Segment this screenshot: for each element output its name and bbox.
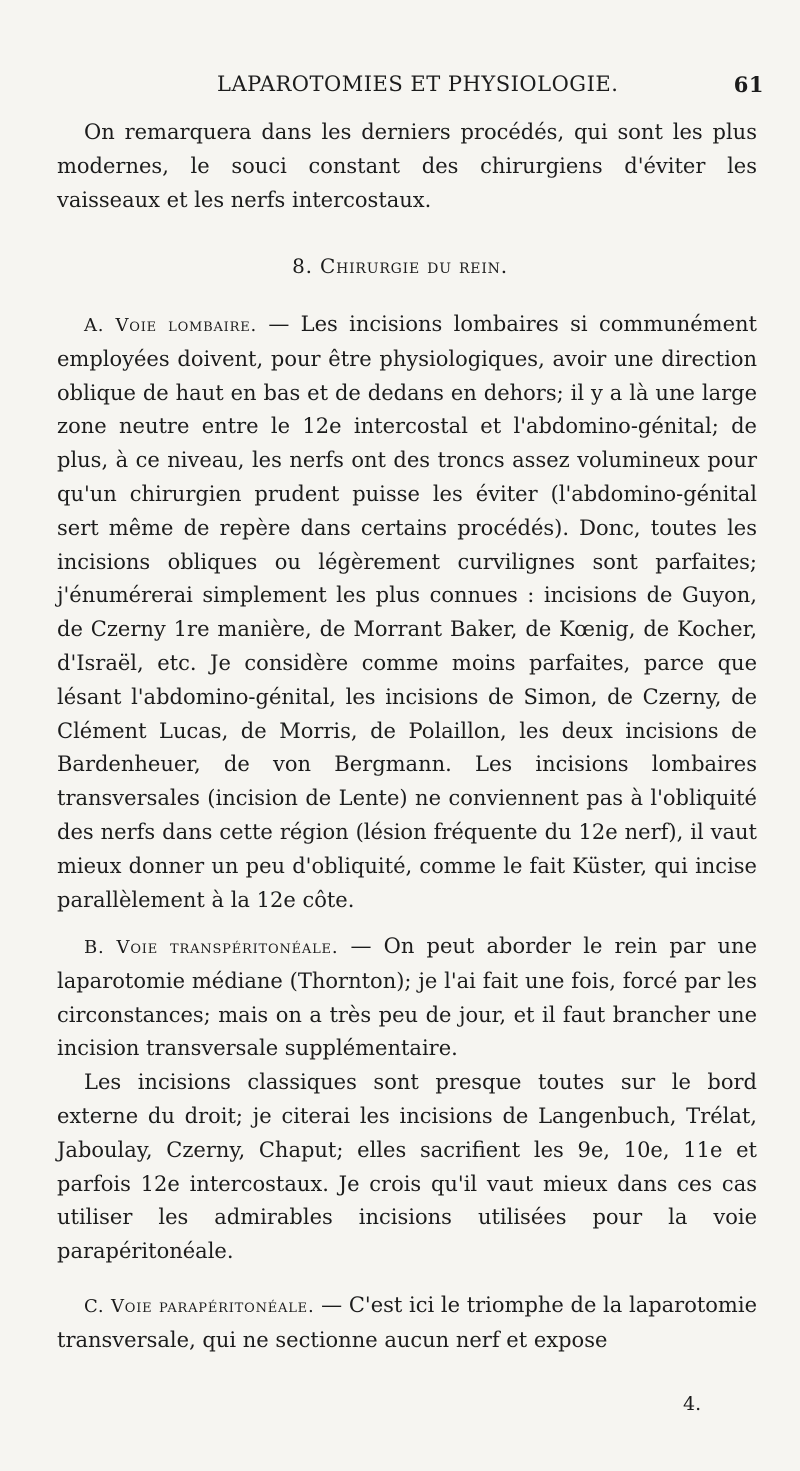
paragraph-b [57, 930, 757, 1269]
running-header [82, 72, 772, 104]
part-c-label: C. Voie parapéritonéale. [84, 1296, 315, 1317]
paragraph-a [57, 308, 757, 917]
signature-mark: 4. [683, 1393, 702, 1415]
part-a-text: — Les incisions lombaires si communément employées doivent, pour être physiologiques, avoir une direction oblique de haut en bas et de dedans en dehors; il y a là une large zone neutre entre le 12e intercostal et l'abdomino-génital; de plus, à ce niveau, les nerfs ont des troncs assez volumineux pour qu'un chirurgien prudent puisse les éviter (l'abdomino-génital sert même de repère dans certains procédés). Donc, toutes les incisions obliques ou légèrement curvilignes sont parfaites; j'énumérerai simplement les plus connues : incisions de Guyon, de Czerny 1re manière, de Morrant Baker, de Kœnig, de Kocher, d'Israël, etc. Je considère comme moins parfaites, parce que lésant l'abdomino-génital, les incisions de Simon, de Czerny, de Clément Lucas, de Morris, de Polaillon, les deux incisions de Bardenheuer, de von Bergmann. Les incisions lombaires transversales (incision de Lente) ne conviennent pas à l'obliquité des nerfs dans cette région (lésion fréquente du 12e nerf), il vaut mieux donner un peu d'obliquité, comme le fait Küster, qui incise parallèlement à la 12e côte. [57, 312, 757, 912]
part-c-text: — C'est ici le triomphe de la laparotomie transversale, qui ne sectionne aucun nerf et expose [57, 1293, 757, 1352]
part-b-text-2: Les incisions classiques sont presque toutes sur le bord externe du droit; je citerai les incisions de Langenbuch, Trélat, Jaboulay, Czerny, Chaput; elles sacrifient les 9e, 10e, 11e et parfois 12e intercostaux. Je crois qu'il vaut mieux dans ces cas utiliser les admirables incisions utilisées pour la voie parapéritonéale. [57, 1070, 757, 1264]
section-heading [0, 254, 800, 278]
part-a-label: A. Voie lombaire. [84, 315, 258, 336]
paragraph-c [57, 1289, 757, 1358]
part-b-label: B. Voie transpéritonéale. [84, 937, 339, 958]
page-number: 61 [733, 72, 764, 97]
section-heading-text: 8. Chirurgie du rein. [292, 254, 508, 278]
intro-text: On remarquera dans les derniers procédés, qui sont les plus modernes, le souci constant des chirurgiens d'éviter les vaisseaux et les nerfs intercostaux. [57, 120, 757, 212]
running-title: LAPAROTOMIES ET PHYSIOLOGIE. [217, 72, 619, 96]
part-b-text: — On peut aborder le rein par une laparotomie médiane (Thornton); je l'ai fait une fois, forcé par les circonstances; mais on a très peu de jour, et il faut brancher une incision transversale supplémentaire. [57, 934, 758, 1061]
intro-paragraph [57, 116, 757, 217]
